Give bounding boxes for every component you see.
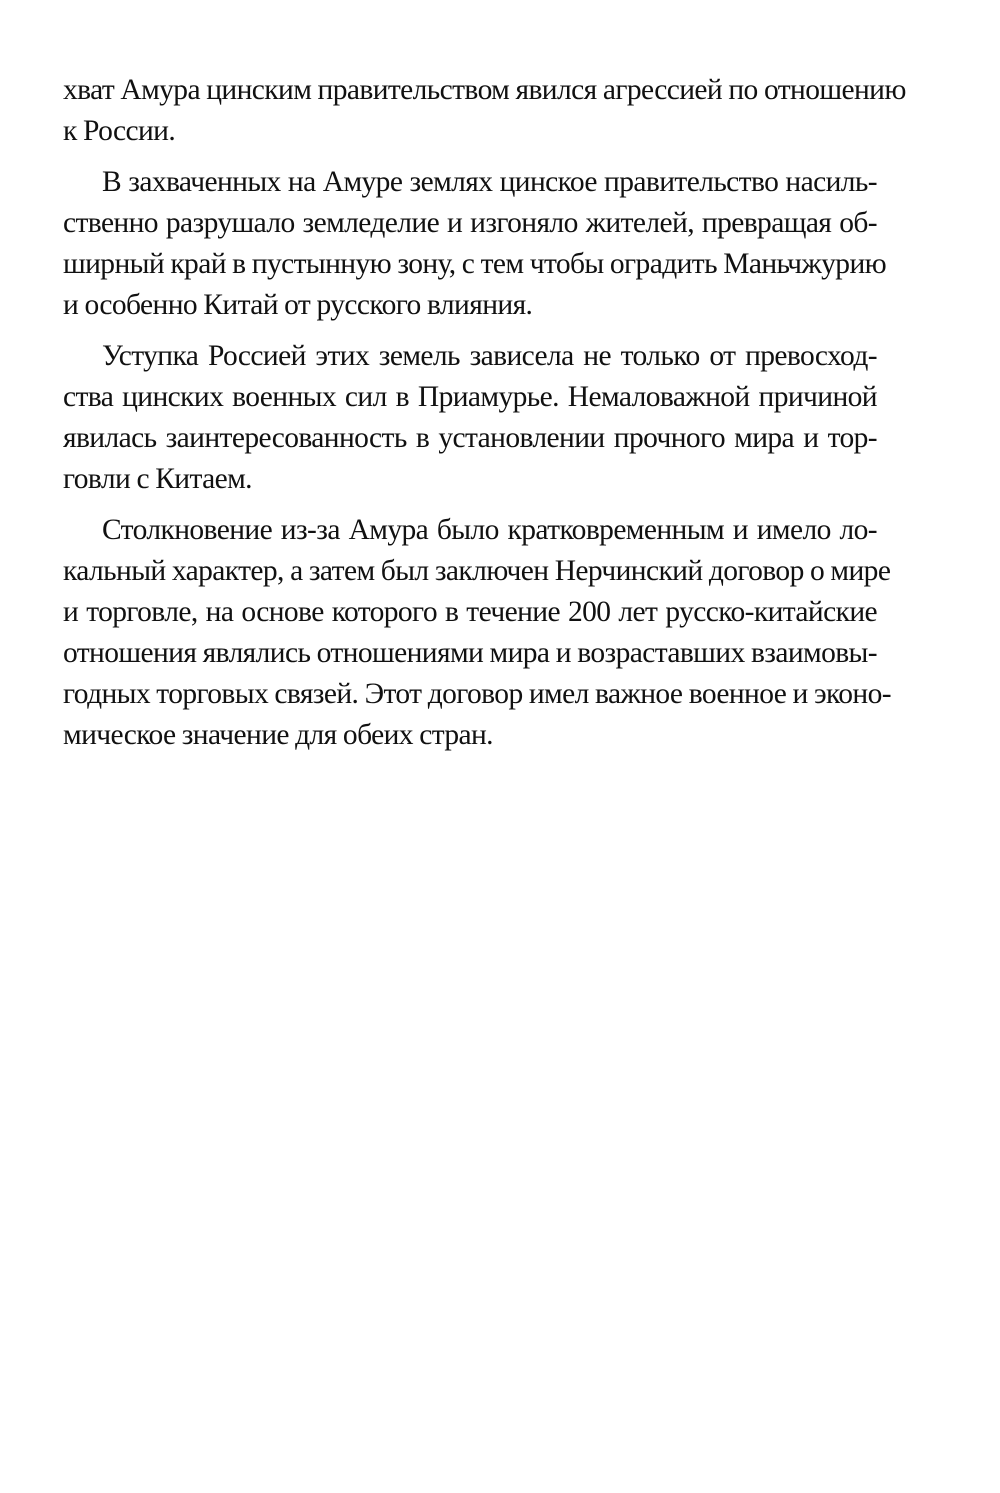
text-line: и торговле, на основе которого в течение 200 лет русско-китайские [63,596,877,628]
text-line: кальный характер, а затем был заключен Нерчинский договор о мире [63,555,891,587]
paragraph-4 [63,510,891,756]
text-line: отношения являлись отношениями мира и возраставших взаимовы- [63,637,877,669]
text-line: явилась заинтересованность в установлении прочного мира и тор- [63,422,877,454]
text-line: Столкновение из-за Амура было кратковременным и имело ло- [102,514,877,546]
text-line: к России. [63,115,176,147]
text-line: говли с Китаем. [63,463,252,495]
paragraph-3 [63,336,877,500]
text-line: годных торговых связей. Этот договор имел важное военное и эконо- [63,678,891,710]
text-line: мическое значение для обеих стран. [63,719,493,751]
paragraph-1 [63,70,906,152]
text-line: ширный край в пустынную зону, с тем чтобы оградить Маньчжурию [63,248,887,280]
text-line: Уступка Россией этих земель зависела не только от превосход- [102,340,877,372]
paragraph-2 [63,162,887,326]
body-text [63,70,906,766]
text-line: ственно разрушало земледелие и изгоняло жителей, превращая об- [63,207,877,239]
text-line: и особенно Китай от русского влияния. [63,289,533,321]
text-line: В захваченных на Амуре землях цинское правительство насиль- [102,166,877,198]
text-line: хват Амура цинским правительством явился агрессией по отношению [63,74,906,106]
text-line: ства цинских военных сил в Приамурье. Немаловажной причиной [63,381,877,413]
